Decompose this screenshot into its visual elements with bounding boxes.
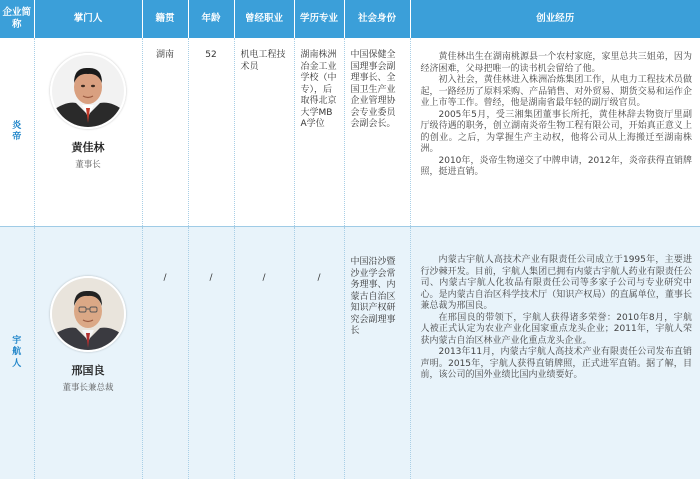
header-former-job: 曾经职业 [234,0,294,38]
social-status-cell: 中国沿沙暨沙业学会常务理事、内蒙古自治区知识产权研究会副理事长 [344,227,410,479]
person-name: 黄佳林 [36,142,141,154]
header-career: 创业经历 [410,0,700,38]
career-paragraph: 在邢国良的带领下，宇航人获得诸多荣誉：2010年8月，宇航人被正式认定为农业产业化国家重点龙头企业；2011年，宇航人荣获内蒙古自治区林业产业化重点龙头企业。 [421,313,693,348]
table-row [0,38,700,227]
table-row [0,227,700,479]
education-cell: / [294,227,344,479]
career-paragraph: 2005年5月，受三湘集团董事长所托，黄佳林辞去物资厅里副厅级待遇的职务，创立湖南炎帝生物工程有限公司，开始真正意义上的创业。之后，为掌握生产主动权，他将公司从上海搬迁至湖南株洲。 [421,110,693,156]
header-social-status: 社会身份 [344,0,410,38]
portrait-image [52,278,124,350]
header-education: 学历专业 [294,0,344,38]
former-job-cell: / [234,227,294,479]
portrait-image [52,55,124,127]
header-person: 掌门人 [34,0,142,38]
career-cell [410,227,700,479]
portrait-photo [50,53,126,129]
social-status-cell: 中国保健全国理事会副理事长、全国卫生产业企业管理协会专业委员会副会长。 [344,38,410,227]
career-paragraph: 黄佳林出生在湖南桃源县一个农村家庭，家里总共三姐弟，因为经济困难，父母把唯一的读书机会留给了他。 [421,52,693,75]
company-cell [0,227,34,479]
header-hometown: 籍贯 [142,0,188,38]
table-header-row [0,0,700,38]
career-paragraph: 2013年11月，内蒙古宇航人高技术产业有限责任公司发布直销声明。2015年，宇航人获得直销牌照，正式进军直销。据了解，目前，该公司的国外业绩比国内业绩要好。 [421,347,693,382]
header-company: 企业简称 [0,0,34,38]
person-title: 董事长 [36,160,141,172]
career-paragraph: 初入社会，黄佳林进入株洲冶炼集团工作，从电力工程技术员做起，一路经历了原料采购、产品销售、对外贸易、期货交易和运作企业上市等工作。曾经，他是湖南省最年轻的副厅级官员。 [421,75,693,110]
hometown-cell: / [142,227,188,479]
career-cell [410,38,700,227]
former-job-cell: 机电工程技术员 [234,38,294,227]
career-paragraph: 2010年，炎帝生物递交了中牌申请，2012年，炎帝获得直销牌照，挺进直销。 [421,156,693,179]
person-name: 邢国良 [36,365,141,377]
age-cell: 52 [188,38,234,227]
company-name: 炎帝 [10,121,24,144]
header-age: 年龄 [188,0,234,38]
company-cell [0,38,34,227]
age-cell: / [188,227,234,479]
hometown-cell: 湖南 [142,38,188,227]
career-paragraph: 内蒙古宇航人高技术产业有限责任公司成立于1995年，主要进行沙棘开发。目前，宇航人集团已拥有内蒙古宇航人药业有限责任公司、内蒙古宇航人化妆品有限责任公司等多家子公司与专业研究中心。是内蒙古自治区科学技术厅（知识产权局）的直属单位，董事长兼总裁为邢国良。 [421,255,693,313]
portrait-photo [50,276,126,352]
person-title: 董事长兼总裁 [36,383,141,395]
education-cell: 湖南株洲冶金工业学校（中专），后取得北京大学MBA学位 [294,38,344,227]
person-cell [34,38,142,227]
person-cell [34,227,142,479]
company-name: 宇航人 [10,336,24,371]
